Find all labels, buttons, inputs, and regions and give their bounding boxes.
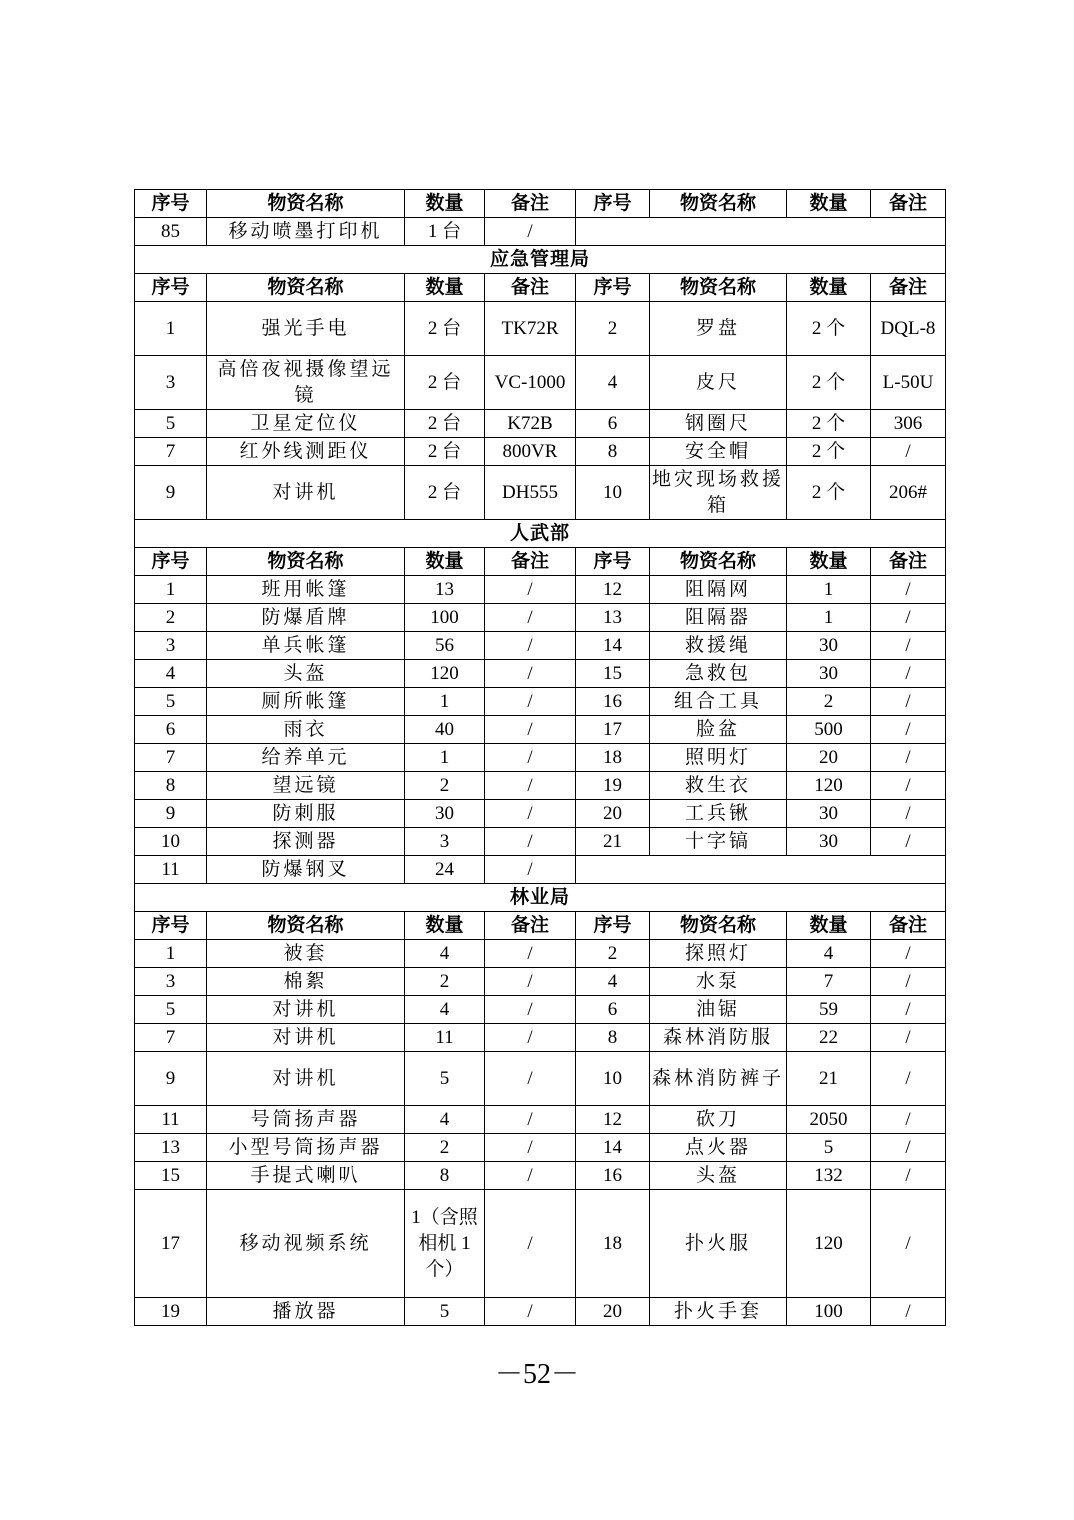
- table-cell: /: [871, 1190, 946, 1298]
- table-cell: 306: [871, 410, 946, 438]
- table-cell: 8: [135, 772, 207, 800]
- table-cell: 救生衣: [650, 772, 787, 800]
- column-header: 序号: [576, 912, 650, 940]
- table-row: [135, 1052, 946, 1106]
- table-row: [135, 772, 946, 800]
- table-cell: 1 台: [405, 218, 485, 246]
- table-cell: 探照灯: [650, 940, 787, 968]
- table-cell: /: [871, 828, 946, 856]
- table-cell: /: [485, 218, 576, 246]
- table-cell: 4: [135, 660, 207, 688]
- table-cell: 16: [576, 688, 650, 716]
- table-cell: 7: [135, 1024, 207, 1052]
- table-cell: /: [485, 800, 576, 828]
- table-cell: /: [485, 1298, 576, 1326]
- table-cell: 头盔: [650, 1162, 787, 1190]
- table-cell: 6: [135, 716, 207, 744]
- table-cell: 2: [405, 772, 485, 800]
- table-cell: 59: [787, 996, 871, 1024]
- table-cell: 10: [576, 466, 650, 520]
- table-cell: /: [485, 604, 576, 632]
- header-row: [135, 274, 946, 302]
- table-cell: 小型号筒扬声器: [207, 1134, 405, 1162]
- table-cell: 7: [135, 744, 207, 772]
- table-cell: 30: [787, 828, 871, 856]
- supplies-table: [134, 189, 946, 1326]
- table-row: [135, 856, 946, 884]
- table-cell: 15: [576, 660, 650, 688]
- table-cell: 1: [405, 744, 485, 772]
- table-cell: 2 个: [787, 466, 871, 520]
- table-row: [135, 410, 946, 438]
- table-cell: 对讲机: [207, 466, 405, 520]
- table-cell: 安全帽: [650, 438, 787, 466]
- section-title: 应急管理局: [135, 246, 946, 274]
- table-cell: 30: [787, 800, 871, 828]
- table-cell: 15: [135, 1162, 207, 1190]
- table-cell: 14: [576, 632, 650, 660]
- table-cell: /: [485, 968, 576, 996]
- table-cell: 森林消防服: [650, 1024, 787, 1052]
- table-cell: 防刺服: [207, 800, 405, 828]
- table-cell: 7: [787, 968, 871, 996]
- table-cell: K72B: [485, 410, 576, 438]
- table-cell: 6: [576, 996, 650, 1024]
- table-cell: /: [871, 996, 946, 1024]
- table-cell: /: [871, 1298, 946, 1326]
- table-cell: 40: [405, 716, 485, 744]
- table-cell: 120: [405, 660, 485, 688]
- column-header: 备注: [871, 548, 946, 576]
- table-cell: 11: [405, 1024, 485, 1052]
- table-cell: /: [485, 744, 576, 772]
- column-header: 序号: [576, 274, 650, 302]
- table-cell: /: [485, 1162, 576, 1190]
- table-cell: 播放器: [207, 1298, 405, 1326]
- table-cell: 12: [576, 1106, 650, 1134]
- table-cell: 2: [787, 688, 871, 716]
- table-row: [135, 800, 946, 828]
- table-row: [135, 660, 946, 688]
- table-cell: 1（含照相机 1 个）: [405, 1190, 485, 1298]
- table-cell: /: [871, 1052, 946, 1106]
- table-cell: 2 个: [787, 410, 871, 438]
- table-cell: /: [485, 772, 576, 800]
- table-cell: /: [485, 940, 576, 968]
- table-cell: 20: [787, 744, 871, 772]
- column-header: 数量: [787, 912, 871, 940]
- table-row: [135, 302, 946, 356]
- table-cell: /: [871, 632, 946, 660]
- table-cell: 7: [135, 438, 207, 466]
- table-cell: 钢圈尺: [650, 410, 787, 438]
- table-cell: 19: [576, 772, 650, 800]
- table-cell: /: [871, 1162, 946, 1190]
- table-cell: 3: [135, 356, 207, 410]
- section-title: 人武部: [135, 520, 946, 548]
- table-cell: 阻隔器: [650, 604, 787, 632]
- table-cell: 2: [405, 1134, 485, 1162]
- table-cell: 13: [576, 604, 650, 632]
- column-header: 序号: [135, 912, 207, 940]
- table-cell: 18: [576, 744, 650, 772]
- table-cell: 给养单元: [207, 744, 405, 772]
- table-cell: 4: [405, 1106, 485, 1134]
- table-cell: /: [485, 856, 576, 884]
- column-header: 序号: [135, 190, 207, 218]
- table-cell: VC-1000: [485, 356, 576, 410]
- column-header: 物资名称: [650, 274, 787, 302]
- table-cell: 3: [135, 632, 207, 660]
- table-cell: 20: [576, 800, 650, 828]
- table-cell: 2: [576, 940, 650, 968]
- table-row: [135, 1298, 946, 1326]
- header-row: [135, 912, 946, 940]
- table-cell: L-50U: [871, 356, 946, 410]
- table-row: [135, 356, 946, 410]
- table-cell: 1: [787, 604, 871, 632]
- table-cell: 阻隔网: [650, 576, 787, 604]
- table-cell: 红外线测距仪: [207, 438, 405, 466]
- table-cell: 对讲机: [207, 1052, 405, 1106]
- column-header: 备注: [485, 190, 576, 218]
- table-cell: 3: [135, 968, 207, 996]
- table-cell: 2050: [787, 1106, 871, 1134]
- table-row: [135, 828, 946, 856]
- table-cell: 13: [135, 1134, 207, 1162]
- table-cell: 11: [135, 1106, 207, 1134]
- table-cell: 卫星定位仪: [207, 410, 405, 438]
- page-number: －52－: [494, 1359, 579, 1390]
- table-cell: 9: [135, 1052, 207, 1106]
- column-header: 备注: [871, 912, 946, 940]
- table-cell: 2 台: [405, 466, 485, 520]
- table-cell: 2: [135, 604, 207, 632]
- column-header: 数量: [787, 274, 871, 302]
- table-cell: 5: [405, 1298, 485, 1326]
- table-cell: 1: [135, 302, 207, 356]
- table-cell: 2 台: [405, 438, 485, 466]
- column-header: 序号: [135, 548, 207, 576]
- table-cell: /: [485, 1190, 576, 1298]
- table-cell: 班用帐篷: [207, 576, 405, 604]
- table-cell: 扑火手套: [650, 1298, 787, 1326]
- table-cell: /: [871, 576, 946, 604]
- table-row: [135, 632, 946, 660]
- table-cell: 5: [787, 1134, 871, 1162]
- table-cell: 水泵: [650, 968, 787, 996]
- table-cell: 1: [787, 576, 871, 604]
- table-cell: 8: [576, 438, 650, 466]
- table-cell: 森林消防裤子: [650, 1052, 787, 1106]
- table-cell: 800VR: [485, 438, 576, 466]
- column-header: 物资名称: [207, 190, 405, 218]
- table-cell: 1: [135, 940, 207, 968]
- table-cell: 500: [787, 716, 871, 744]
- column-header: 备注: [871, 190, 946, 218]
- table-cell: 6: [576, 410, 650, 438]
- table-cell: 防爆盾牌: [207, 604, 405, 632]
- column-header: 物资名称: [650, 190, 787, 218]
- column-header: 序号: [576, 190, 650, 218]
- table-cell: 扑火服: [650, 1190, 787, 1298]
- table-cell: 皮尺: [650, 356, 787, 410]
- table-cell: /: [485, 996, 576, 1024]
- table-row: [135, 996, 946, 1024]
- table-cell: 工兵锹: [650, 800, 787, 828]
- table-row: [135, 576, 946, 604]
- table-cell: /: [871, 660, 946, 688]
- column-header: 序号: [135, 274, 207, 302]
- table-row: [135, 438, 946, 466]
- table-cell: /: [485, 660, 576, 688]
- table-cell: 5: [135, 410, 207, 438]
- section-title-row: [135, 884, 946, 912]
- table-cell: /: [871, 1134, 946, 1162]
- table-cell: /: [485, 1024, 576, 1052]
- table-cell: DQL-8: [871, 302, 946, 356]
- table-cell: /: [871, 1106, 946, 1134]
- table-cell: 100: [787, 1298, 871, 1326]
- table-cell: /: [871, 744, 946, 772]
- table-row: [135, 218, 946, 246]
- table-cell: 12: [576, 576, 650, 604]
- table-row: [135, 466, 946, 520]
- column-header: 备注: [871, 274, 946, 302]
- table-cell: /: [485, 1106, 576, 1134]
- table-cell: 急救包: [650, 660, 787, 688]
- table-cell: 高倍夜视摄像望远镜: [207, 356, 405, 410]
- table-cell: 17: [576, 716, 650, 744]
- table-cell: 棉絮: [207, 968, 405, 996]
- table-cell: 5: [405, 1052, 485, 1106]
- table-cell: 手提式喇叭: [207, 1162, 405, 1190]
- table-row: [135, 940, 946, 968]
- table-cell: 30: [405, 800, 485, 828]
- table-cell: /: [871, 688, 946, 716]
- table-cell: 砍刀: [650, 1106, 787, 1134]
- table-cell: /: [871, 438, 946, 466]
- table-cell: 2 台: [405, 410, 485, 438]
- table-cell: /: [485, 688, 576, 716]
- table-cell: 照明灯: [650, 744, 787, 772]
- table-cell: 120: [787, 772, 871, 800]
- column-header: 数量: [405, 274, 485, 302]
- table-cell: 18: [576, 1190, 650, 1298]
- column-header: 数量: [405, 548, 485, 576]
- table-cell: 21: [576, 828, 650, 856]
- table-row: [135, 1190, 946, 1298]
- table-cell: 2: [576, 302, 650, 356]
- table-cell: /: [871, 940, 946, 968]
- table-cell: /: [871, 772, 946, 800]
- table-cell: 132: [787, 1162, 871, 1190]
- column-header: 物资名称: [207, 912, 405, 940]
- table-cell: 望远镜: [207, 772, 405, 800]
- table-cell: 2 个: [787, 302, 871, 356]
- table-cell: /: [871, 604, 946, 632]
- column-header: 物资名称: [207, 274, 405, 302]
- table-cell: 单兵帐篷: [207, 632, 405, 660]
- table-cell: /: [871, 800, 946, 828]
- table-cell: DH555: [485, 466, 576, 520]
- table-cell: 22: [787, 1024, 871, 1052]
- table-cell: 油锯: [650, 996, 787, 1024]
- table-cell: 4: [787, 940, 871, 968]
- table-cell: /: [871, 968, 946, 996]
- table-cell: /: [485, 716, 576, 744]
- table-cell: TK72R: [485, 302, 576, 356]
- table-cell: 17: [135, 1190, 207, 1298]
- table-cell: 10: [135, 828, 207, 856]
- table-cell: 30: [787, 632, 871, 660]
- table-cell: 厕所帐篷: [207, 688, 405, 716]
- table-cell: 3: [405, 828, 485, 856]
- table-cell: 4: [576, 356, 650, 410]
- table-cell: 罗盘: [650, 302, 787, 356]
- table-cell: /: [485, 1134, 576, 1162]
- table-cell: 30: [787, 660, 871, 688]
- section-title-row: [135, 520, 946, 548]
- table-cell: 11: [135, 856, 207, 884]
- table-cell: 100: [405, 604, 485, 632]
- table-cell: 1: [135, 576, 207, 604]
- column-header: 物资名称: [650, 548, 787, 576]
- table-cell: 10: [576, 1052, 650, 1106]
- table-cell: /: [871, 716, 946, 744]
- table-cell: 移动喷墨打印机: [207, 218, 405, 246]
- column-header: 数量: [787, 548, 871, 576]
- table-cell: 头盔: [207, 660, 405, 688]
- table-row: [135, 968, 946, 996]
- table-row: [135, 1024, 946, 1052]
- table-cell: 雨衣: [207, 716, 405, 744]
- table-row: [135, 716, 946, 744]
- table-cell: 4: [576, 968, 650, 996]
- table-cell: 防爆钢叉: [207, 856, 405, 884]
- table-cell: 13: [405, 576, 485, 604]
- table-cell: 120: [787, 1190, 871, 1298]
- table-cell: 85: [135, 218, 207, 246]
- table-row: [135, 744, 946, 772]
- table-cell: /: [485, 828, 576, 856]
- table-cell: 对讲机: [207, 996, 405, 1024]
- table-cell: 2 台: [405, 302, 485, 356]
- column-header: 序号: [576, 548, 650, 576]
- table-cell: 组合工具: [650, 688, 787, 716]
- table-cell: 2: [405, 968, 485, 996]
- table-cell: 2 个: [787, 438, 871, 466]
- table-cell: 4: [405, 940, 485, 968]
- table-cell: 8: [405, 1162, 485, 1190]
- table-cell: /: [485, 576, 576, 604]
- empty-cell: [576, 218, 946, 246]
- table-row: [135, 1106, 946, 1134]
- table-cell: 被套: [207, 940, 405, 968]
- table-cell: 56: [405, 632, 485, 660]
- table-cell: 2 个: [787, 356, 871, 410]
- column-header: 物资名称: [207, 548, 405, 576]
- table-cell: 十字镐: [650, 828, 787, 856]
- table-cell: 9: [135, 800, 207, 828]
- table-cell: 24: [405, 856, 485, 884]
- table-cell: 点火器: [650, 1134, 787, 1162]
- table-cell: 5: [135, 688, 207, 716]
- table-row: [135, 688, 946, 716]
- table-cell: 对讲机: [207, 1024, 405, 1052]
- column-header: 备注: [485, 912, 576, 940]
- table-cell: 20: [576, 1298, 650, 1326]
- table-cell: 探测器: [207, 828, 405, 856]
- table-row: [135, 1134, 946, 1162]
- table-cell: 强光手电: [207, 302, 405, 356]
- table-cell: 14: [576, 1134, 650, 1162]
- table-cell: 206#: [871, 466, 946, 520]
- table-cell: 4: [405, 996, 485, 1024]
- table-cell: 19: [135, 1298, 207, 1326]
- column-header: 数量: [405, 912, 485, 940]
- column-header: 数量: [405, 190, 485, 218]
- header-row: [135, 190, 946, 218]
- header-row: [135, 548, 946, 576]
- section-title-row: [135, 246, 946, 274]
- table-cell: 8: [576, 1024, 650, 1052]
- column-header: 物资名称: [650, 912, 787, 940]
- table-cell: 5: [135, 996, 207, 1024]
- table-row: [135, 1162, 946, 1190]
- table-cell: 脸盆: [650, 716, 787, 744]
- table-cell: 9: [135, 466, 207, 520]
- column-header: 备注: [485, 274, 576, 302]
- table-cell: 地灾现场救援箱: [650, 466, 787, 520]
- table-cell: 移动视频系统: [207, 1190, 405, 1298]
- table-cell: 21: [787, 1052, 871, 1106]
- section-title: 林业局: [135, 884, 946, 912]
- table-cell: 16: [576, 1162, 650, 1190]
- table-cell: 救援绳: [650, 632, 787, 660]
- table-cell: /: [485, 632, 576, 660]
- table-cell: /: [485, 1052, 576, 1106]
- table-cell: 2 台: [405, 356, 485, 410]
- column-header: 备注: [485, 548, 576, 576]
- table-cell: 号筒扬声器: [207, 1106, 405, 1134]
- table-cell: 1: [405, 688, 485, 716]
- table-row: [135, 604, 946, 632]
- column-header: 数量: [787, 190, 871, 218]
- table-cell: /: [871, 1024, 946, 1052]
- empty-cell: [576, 856, 946, 884]
